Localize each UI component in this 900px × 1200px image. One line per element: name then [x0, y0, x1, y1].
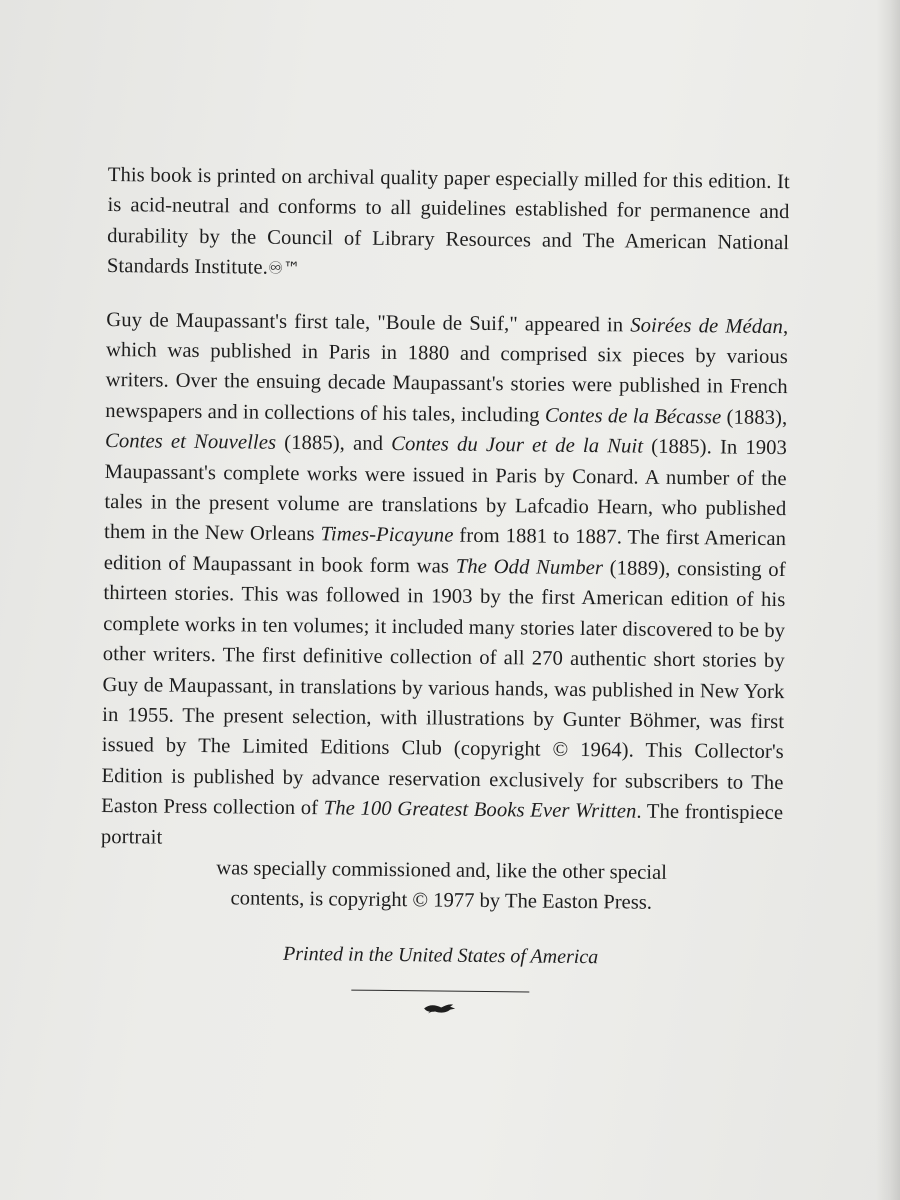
divider-rule	[351, 989, 529, 992]
publication-history-tail	[100, 852, 783, 920]
copyright-text-block	[99, 160, 790, 1021]
title-contes-de-la-becasse: Contes de la Bécasse	[544, 404, 722, 429]
archival-paper-text: This book is printed on archival quality paper especially milled for this edition. It is acid-neutral and conforms to all guidelines established for permanence and durability by the Council of Library Resources and The American National Standards Institute.	[106, 163, 790, 279]
bird-ornament-icon	[420, 997, 460, 1017]
history-text-6: from 1881 to 1887. The first American edition of Maupassant in book form was	[103, 525, 787, 578]
tail-line-1: was specially commissioned and, like the other special	[216, 857, 668, 884]
printed-in-usa: Printed in the United States of America	[283, 942, 599, 968]
title-contes-et-nouvelles: Contes et Nouvelles	[104, 430, 277, 455]
tail-line-2: contents, is copyright © 1977 by The Easton Press.	[230, 887, 653, 915]
page-gutter-shadow	[876, 0, 900, 1200]
archival-paper-notice	[107, 160, 790, 290]
title-the-odd-number: The Odd Number	[455, 555, 604, 580]
publication-history	[101, 305, 789, 859]
history-text-7: (1889), consisting of thirteen stories. This was followed in 1903 by the first American edition of his complete works in ten volumes; it included many stories later discovered to be by other writers. The first definitive collection of all 270 authentic short stories by Guy de Maupassant, in translations by various hands, was published in New York in 1955. The present selection, with illustrations by Gunter Böhmer, was first issued by The Limited Editions Club (copyright © 1964). This Collector's Edition is published by advance reservation exclusively for subscribers to The Easton Press collection of	[101, 557, 786, 820]
history-text-2: , which was published in Paris in 1880 and comprised six pieces by various writers. Over the ensuing decade Maupassant's stories were published in French newspapers and in collections of his tales, including	[105, 315, 789, 427]
history-text-4: (1885), and	[276, 432, 392, 456]
title-100-greatest-books: The 100 Greatest Books Ever Written	[323, 797, 637, 823]
history-text-5: (1885). In 1903 Maupassant's complete works were issued in Paris by Conard. A number of the tales in the present volume are translations by Lafcadio Hearn, who published them in the New Orleans	[103, 435, 788, 546]
title-contes-du-jour: Contes du Jour et de la Nuit	[391, 433, 644, 458]
history-text-8: . The frontispiece portrait	[100, 800, 784, 849]
history-text-3: (1883),	[721, 406, 788, 429]
title-times-picayune: Times-Picayune	[320, 523, 454, 548]
history-text-1: Guy de Maupassant's first tale, "Boule de Suif," appeared in	[106, 308, 631, 337]
title-soirees-de-medan: Soirées de Médan	[630, 314, 784, 338]
permanence-symbol-icon: ♾™	[267, 258, 301, 280]
